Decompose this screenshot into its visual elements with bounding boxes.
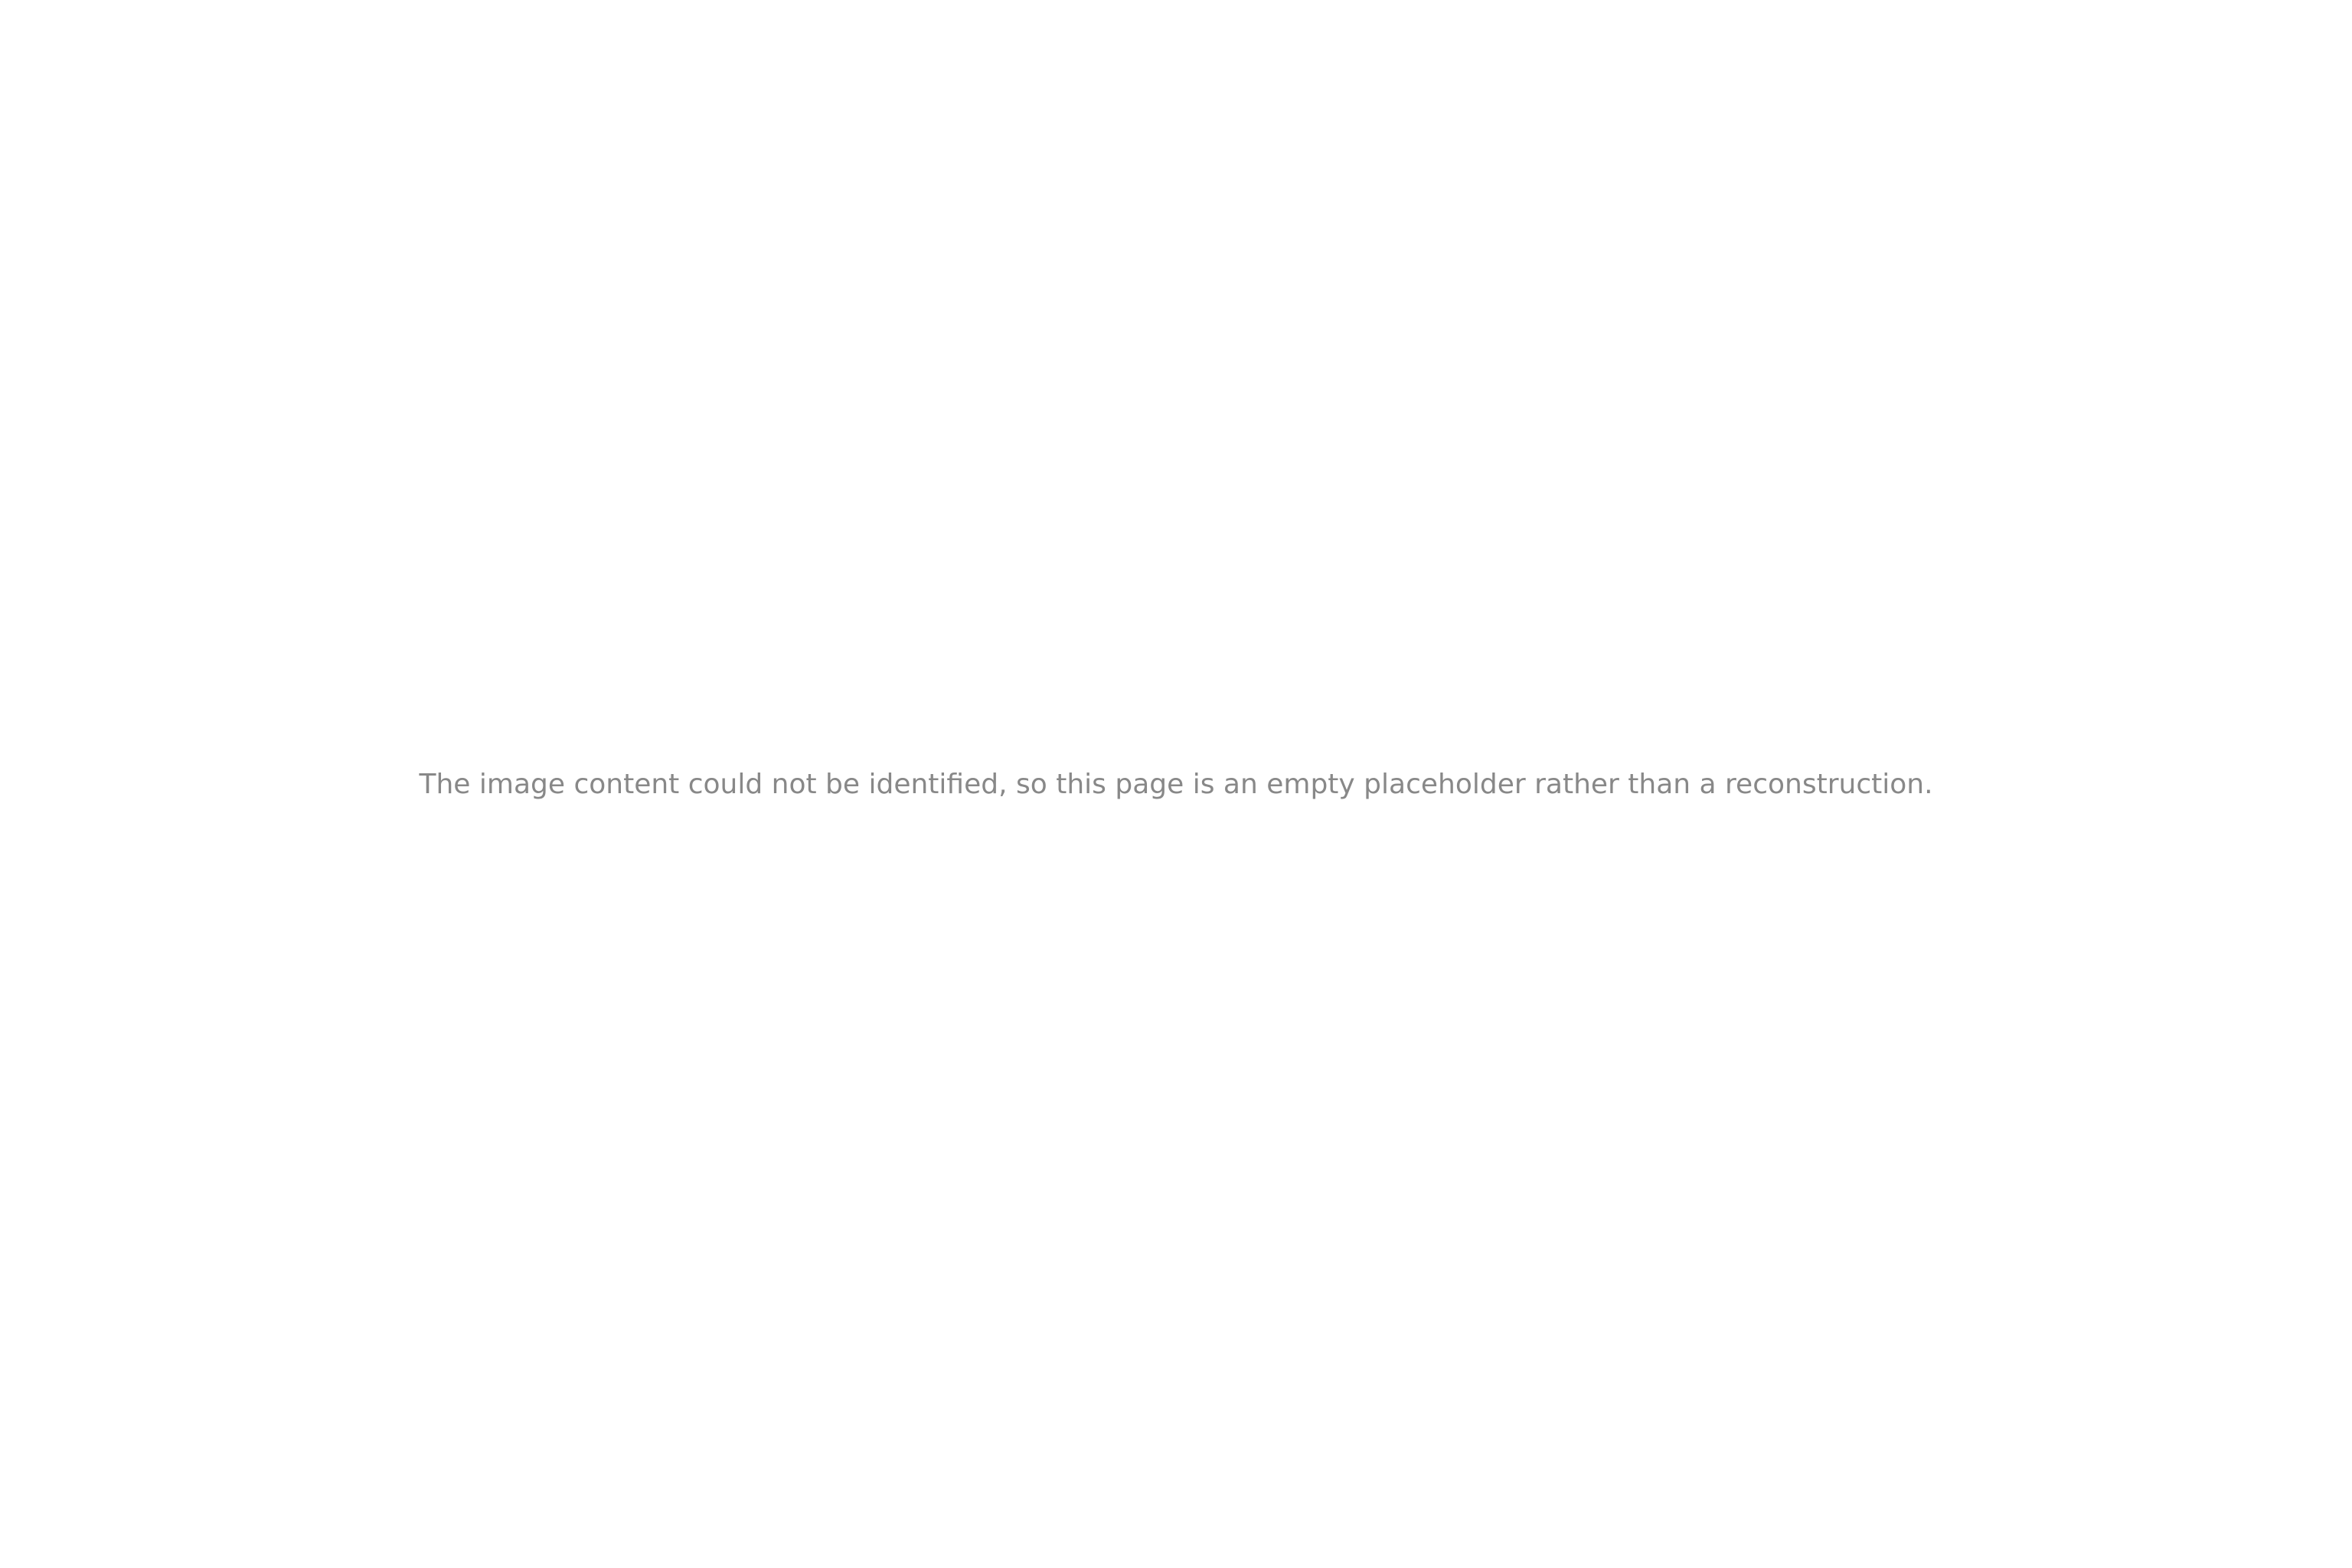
notice-text: The image content could not be identified, so this page is an empty placeholder rather than a reconstruction.: [419, 768, 1933, 800]
